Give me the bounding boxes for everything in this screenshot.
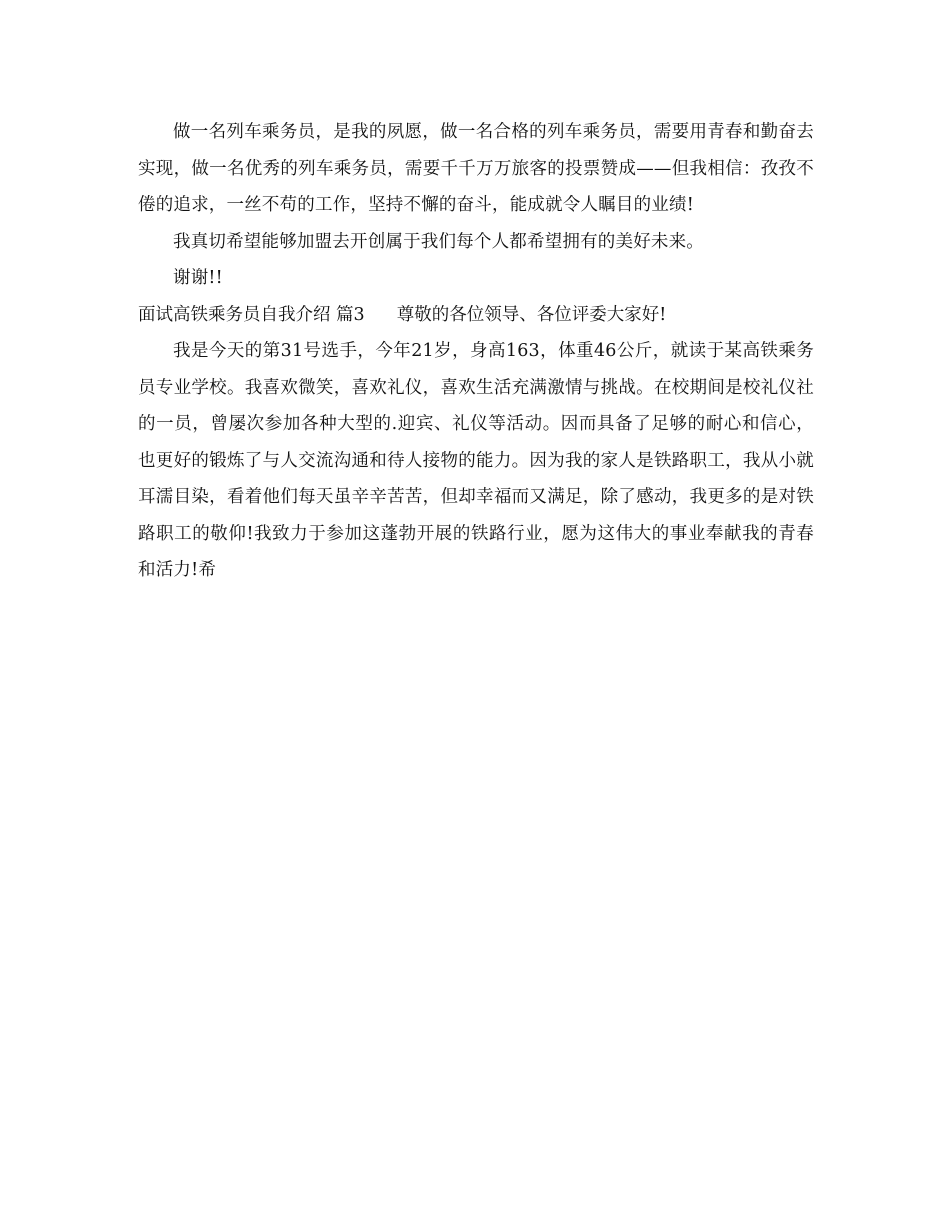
document-body [138, 114, 814, 589]
section-heading: 面试高铁乘务员自我介绍 篇3 [138, 304, 365, 325]
paragraph-hope: 我真切希望能够加盟去开创属于我们每个人都希望拥有的美好未来。 [173, 231, 704, 252]
section-heading-line [138, 297, 814, 334]
paragraph-aspiration: 做一名列车乘务员，是我的夙愿，做一名合格的列车乘务员，需要用青春和勤奋去实现，做一名优秀的列车乘务员，需要千千万万旅客的投票赞成——但我相信：孜孜不倦的追求，一丝不苟的工作，坚持不懈的奋斗，能成就令人瞩目的业绩! [138, 122, 814, 215]
paragraph-thanks: 谢谢!! [173, 268, 223, 288]
paragraph-self-intro: 我是今天的第31号选手，今年21岁，身高163，体重46公斤，就读于某高铁乘务员专业学校。我喜欢微笑，喜欢礼仪，喜欢生活充满激情与挑战。在校期间是校礼仪社的一员，曾屡次参加各种大型的.迎宾、礼仪等活动。因而具备了足够的耐心和信心，也更好的锻炼了与人交流沟通和待人接物的能力。因为我的家人是铁路职工，我从小就耳濡目染，看着他们每天虽辛辛苦苦，但却幸福而又满足，除了感动，我更多的是对铁路职工的敬仰!我致力于参加这蓬勃开展的铁路行业，愿为这伟大的事业奉献我的青春和活力!希 [138, 341, 814, 580]
greeting-text: 尊敬的各位领导、各位评委大家好! [396, 304, 667, 325]
